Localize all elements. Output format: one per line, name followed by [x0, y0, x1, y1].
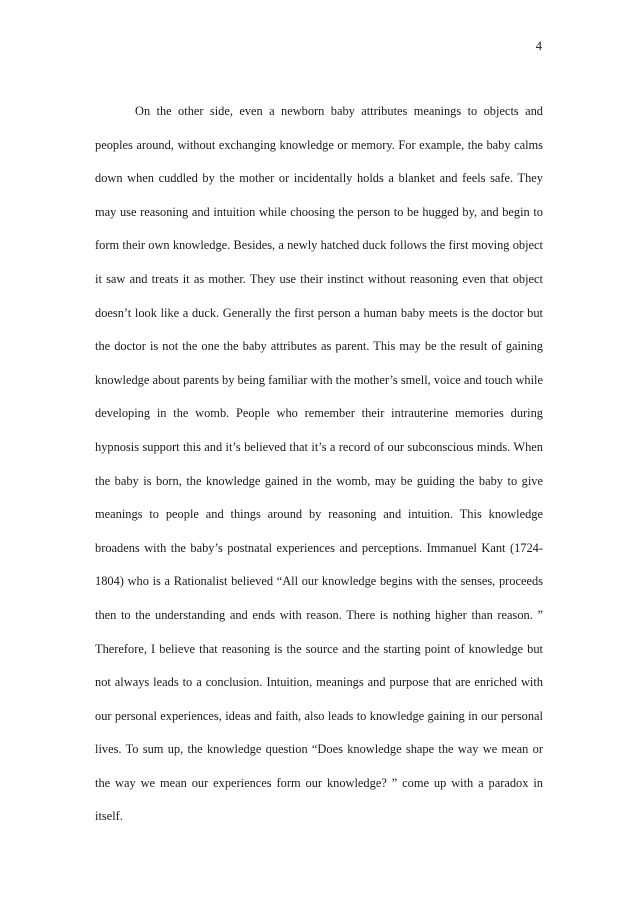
page-number: 4	[535, 39, 542, 53]
body-paragraph: On the other side, even a newborn baby attributes meanings to objects and peoples around, without exchanging knowledge or memory. For example, the baby calms down when cuddled by the mother or incidentally holds a blanket and feels safe. They may use reasoning and intuition while choosing the person to be hugged by, and begin to form their own knowledge. Besides, a newly hatched duck follows the first moving object it saw and treats it as mother. They use their instinct without reasoning even that object doesn’t look like a duck. Generally the first person a human baby meets is the doctor but the doctor is not the one the baby attributes as parent. This may be the result of gaining knowledge about parents by being familiar with the mother’s smell, voice and touch while developing in the womb. People who remember their intrauterine memories during hypnosis support this and it’s believed that it’s a record of our subconscious minds. When the baby is born, the knowledge gained in the womb, may be guiding the baby to give meanings to people and things around by reasoning and intuition. This knowledge broadens with the baby’s postnatal experiences and perceptions. Immanuel Kant (1724-1804) who is a Rationalist believed “All our knowledge begins with the senses, proceeds then to the understanding and ends with reason. There is nothing higher than reason. ” Therefore, I believe that reasoning is the source and the starting point of knowledge but not always leads to a conclusion. Intuition, meanings and purpose that are enriched with our personal experiences, ideas and faith, also leads to knowledge gaining in our personal lives. To sum up, the knowledge question “Does knowledge shape the way we mean or the way we mean our experiences form our knowledge? ” come up with a paradox in itself.	[95, 104, 543, 824]
